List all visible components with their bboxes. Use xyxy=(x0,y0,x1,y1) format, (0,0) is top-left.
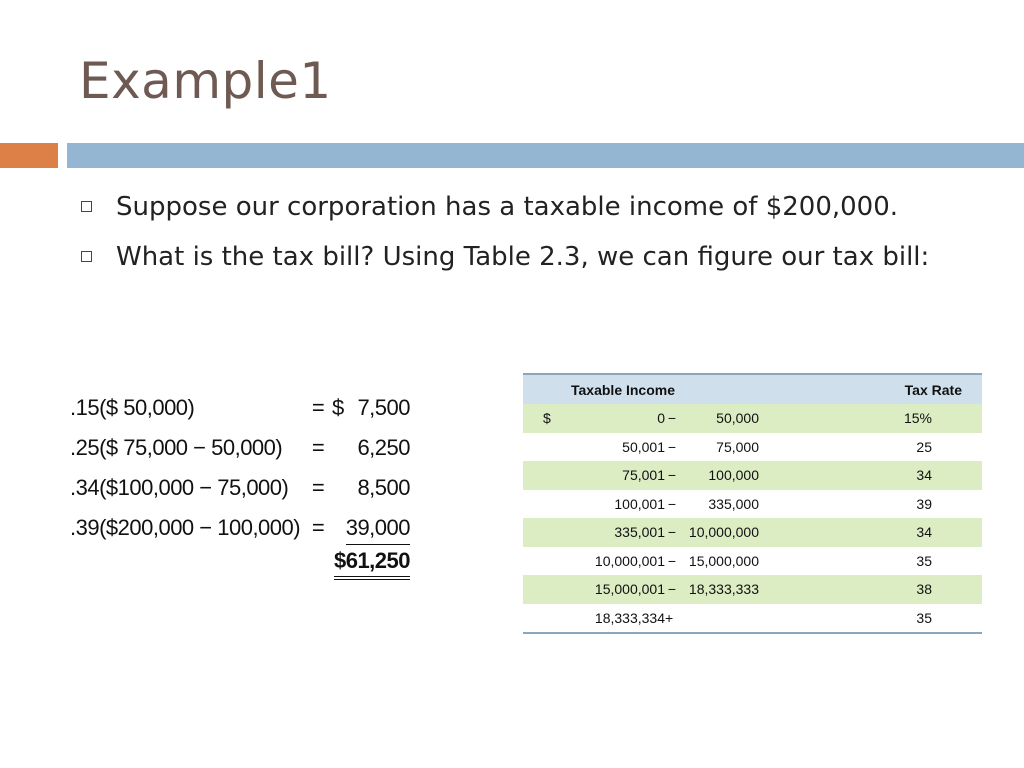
equals-sign: = xyxy=(311,515,325,540)
square-bullet-icon xyxy=(81,201,92,212)
accent-bar-blue xyxy=(67,143,1024,168)
cell-from: 75,001 xyxy=(573,461,665,490)
table-row xyxy=(523,461,982,490)
cell-dollar xyxy=(523,518,573,547)
calc-expression: .25($ 75,000 − 50,000) xyxy=(70,435,283,460)
cell-separator: − xyxy=(665,461,679,490)
calc-amount: 39,000 xyxy=(346,512,410,545)
bullet-text: Suppose our corporation has a taxable income of $200,000. xyxy=(116,192,899,222)
equals-sign: = xyxy=(311,395,325,420)
cell-separator: + xyxy=(665,604,679,634)
table-row xyxy=(523,575,982,604)
calc-expression: .34($100,000 − 75,000) xyxy=(70,475,289,500)
tax-calculation xyxy=(70,392,410,573)
calc-row xyxy=(70,392,410,432)
cell-rate: 39 xyxy=(916,495,932,512)
cell-rate: 38 xyxy=(759,575,982,604)
cell-rate: 15% xyxy=(759,404,982,433)
calc-amount: 7,500 xyxy=(357,395,410,420)
cell-to: 50,000 xyxy=(679,404,759,433)
bullet-list xyxy=(80,188,960,288)
calc-total: $61,250 xyxy=(334,548,410,580)
bullet-item xyxy=(80,238,960,276)
cell-separator: − xyxy=(667,495,677,512)
calc-expression: .39($200,000 − 100,000) xyxy=(70,515,301,540)
table-header-row xyxy=(523,374,982,404)
cell-to: 75,000 xyxy=(716,438,759,455)
calc-row xyxy=(70,472,410,512)
calc-amount: 6,250 xyxy=(357,435,410,460)
cell-separator: − xyxy=(665,518,679,547)
table-row xyxy=(523,490,982,519)
cell-rate: 35 xyxy=(759,604,982,634)
cell-dollar xyxy=(523,490,573,519)
cell-rate: 35 xyxy=(916,552,932,569)
cell-dollar xyxy=(523,433,573,462)
cell-separator: − xyxy=(665,575,679,604)
cell-to: 15,000,000 xyxy=(688,552,759,569)
tax-rate-table xyxy=(523,373,982,634)
accent-bar-orange xyxy=(0,143,58,168)
bullet-text: What is the tax bill? Using Table 2.3, we can figure our tax bill: xyxy=(116,242,930,272)
cell-dollar xyxy=(523,575,573,604)
cell-from: 100,001 xyxy=(614,495,665,512)
cell-dollar xyxy=(523,547,573,576)
cell-rate: 34 xyxy=(759,461,982,490)
table-row xyxy=(523,404,982,433)
table-row xyxy=(523,547,982,576)
table-row xyxy=(523,518,982,547)
cell-to xyxy=(679,604,759,634)
cell-to: 10,000,000 xyxy=(679,518,759,547)
cell-dollar xyxy=(523,461,573,490)
cell-from: 335,001 xyxy=(573,518,665,547)
equals-sign: = xyxy=(311,435,325,460)
cell-dollar: $ xyxy=(523,404,573,433)
cell-to: 18,333,333 xyxy=(679,575,759,604)
header-taxable-income: Taxable Income xyxy=(523,374,759,404)
slide-title: Example1 xyxy=(79,52,332,110)
cell-from: 10,000,001 xyxy=(594,552,665,569)
cell-separator: − xyxy=(667,552,677,569)
square-bullet-icon xyxy=(81,251,92,262)
cell-from: 15,000,001 xyxy=(573,575,665,604)
cell-separator: − xyxy=(667,438,677,455)
table-row xyxy=(523,604,982,634)
cell-dollar xyxy=(523,604,573,634)
calc-row xyxy=(70,432,410,472)
cell-from: 18,333,334 xyxy=(573,604,665,634)
dollar-sign: $ xyxy=(332,395,344,420)
cell-to: 335,000 xyxy=(708,495,759,512)
calc-expression: .15($ 50,000) xyxy=(70,395,195,420)
table-row xyxy=(523,433,982,462)
calc-amount: 8,500 xyxy=(357,475,410,500)
header-tax-rate: Tax Rate xyxy=(759,374,982,404)
cell-separator: − xyxy=(665,404,679,433)
cell-rate: 25 xyxy=(916,438,932,455)
equals-sign: = xyxy=(311,475,325,500)
cell-from: 50,001 xyxy=(622,438,665,455)
cell-rate: 34 xyxy=(759,518,982,547)
calc-row xyxy=(70,512,410,552)
cell-to: 100,000 xyxy=(679,461,759,490)
bullet-item xyxy=(80,188,960,226)
cell-from: 0 xyxy=(573,404,665,433)
